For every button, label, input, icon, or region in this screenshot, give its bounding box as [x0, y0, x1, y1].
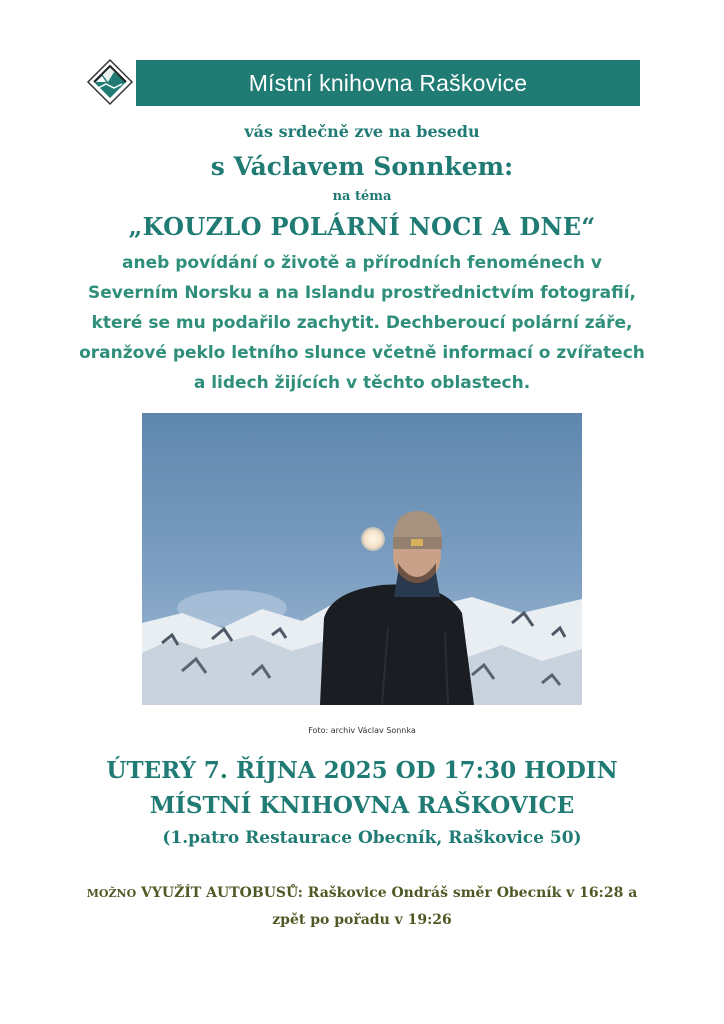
invite-text: vás srdečně zve na besedu — [244, 122, 480, 141]
event-datetime: ÚTERÝ 7. ŘÍJNA 2025 OD 17:30 HODIN — [106, 757, 618, 784]
bus-info — [80, 880, 644, 933]
speaker-photo — [142, 413, 582, 705]
guest-name: s Václavem Sonnkem: — [210, 152, 514, 181]
topic-label: na téma — [332, 189, 392, 204]
bus-info-text: Raškovice Ondráš směr Obecník v 16:28 a zpět po pořadu v 19:26 — [272, 885, 638, 928]
event-venue: MÍSTNÍ KNIHOVNA RAŠKOVICE — [149, 792, 575, 819]
library-name-banner: Místní knihovna Raškovice — [136, 60, 640, 106]
bus-info-lead-small: MOŽNO — [86, 887, 137, 900]
event-address: (1.patro Restaurace Obecník, Raškovice 50) — [162, 828, 582, 848]
photo-caption: Foto: archiv Václav Sonnka — [308, 726, 416, 735]
bus-info-lead: VYUŽÍT AUTOBUSŮ: — [141, 885, 303, 901]
topic-title: „KOUZLO POLÁRNÍ NOCI A DNE“ — [128, 212, 596, 241]
event-description: aneb povídání o životě a přírodních fenoménech v Severním Norsku a na Islandu prostřednictvím fotografií, které se mu podařilo zachytit. Dechberoucí polární záře, oranžové peklo letního slunce včetně informací o zvířatech a lidech žijících v těchto oblastech. — [79, 253, 645, 393]
library-logo-icon — [86, 58, 134, 106]
